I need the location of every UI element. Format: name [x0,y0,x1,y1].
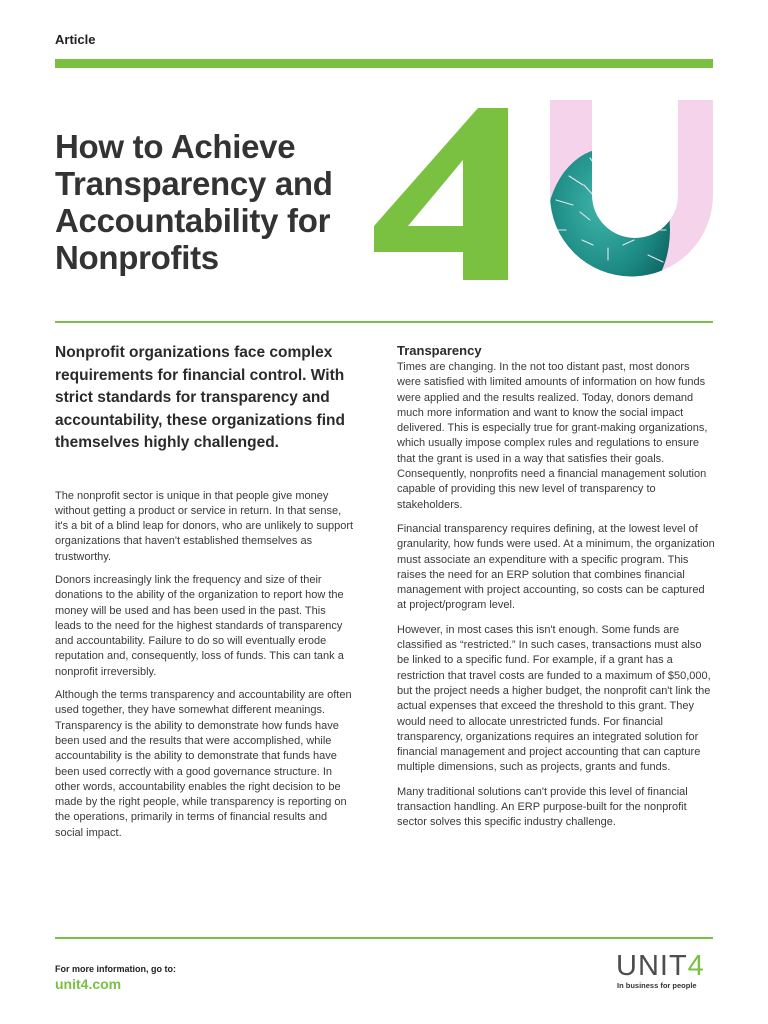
body-paragraph: Although the terms transparency and accountability are often used together, they have somewhat different meanings. Transparency is the ability to demonstrate how funds have been used and the results that were accomplished, while accountability is the ability to demonstrate that funds have been used correctly with a good governance structure. In other words, accountability enables the right decision to be made by the right people, while transparency is reporting on the operations, primarily in terms of financial results and social impact. [55,689,352,839]
article-label: Article [55,32,96,47]
footer-divider [55,937,713,939]
green-4-shape [374,108,508,280]
left-column [55,342,355,849]
unit4-logo [616,951,714,979]
body-paragraph: Donors increasingly link the frequency and size of their donations to the ability of the organization to report how the money will be used and has been used in the past. This leads to the need for the highest standards of transparency and accountability. Failure to do so will eventually erode reputation and, consequently, loss of funds. This can tank a nonprofit irreversibly. [55,573,344,678]
body-paragraph: Times are changing. In the not too distant past, most donors were satisfied with limited amounts of information on how funds were applied and the results realized. Today, donors demand much more information and want to know the social impact delivered. This is especially true for grant-making organizations, which usually impose complex rules and regulations to ensure that the grant is used in a way that satisfies their goals. Consequently, nonprofits need a financial management solution capable of providing this new level of transparency to stakeholders. [397,361,708,511]
logo-text: UNIT4 [616,951,705,979]
hero-4u-graphic [368,100,713,295]
body-paragraph: Financial transparency requires defining, at the lowest level of granularity, how funds were used. At a minimum, the organization must associate an expenditure with a specific program. This raises the need for an ERP solution that combines financial management with project accounting, so costs can be captured at project/program level. [397,522,715,612]
body-paragraph: However, in most cases this isn't enough. Some funds are classified as “restricted.” In such cases, transactions must also be linked to a specific fund. For example, if a grant has a restriction that travel costs are funded to a maximum of $50,000, but the project needs a higher budget, the nonprofit can't link the actual expenses that exceed the threshold to this grant. They would need to allocate unrestricted funds. For financial transparency, organizations requires an integrated solution for financial management and project accounting that can capture multiple dimensions, such as projects, grants and funds. [397,623,711,774]
intro-lead: Nonprofit organizations face complex requirements for financial control. With strict standards for transparency and accountability, these organizations find themselves highly challenged. [55,344,345,451]
section-heading: Transparency [397,343,482,358]
top-accent-bar [55,59,713,68]
body-paragraph: Many traditional solutions can't provide this level of financial transaction handling. An ERP purpose-built for the nonprofit sector solves this specific industry challenge. [397,785,688,829]
footer-url-link[interactable]: unit4.com [55,976,122,992]
section-divider [55,321,713,323]
right-column [397,343,715,840]
logo-tagline: In business for people [617,981,697,990]
body-paragraph: The nonprofit sector is unique in that people give money without getting a product or service in return. In that sense, it's a bit of a blind leap for donors, who are unlikely to support organizations that haven't established themselves as trustworthy. [55,489,354,563]
page-title: How to Achieve Transparency and Accountability for Nonprofits [55,128,333,276]
footer-info-label: For more information, go to: [55,964,176,974]
